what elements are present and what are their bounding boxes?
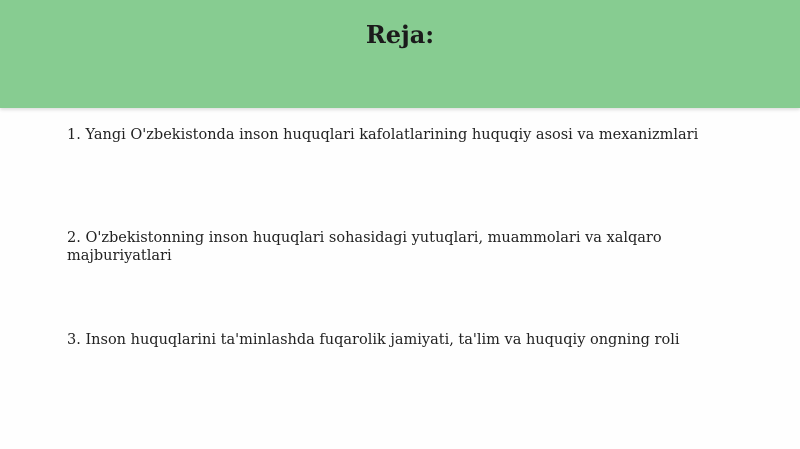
slide-title: Reja: bbox=[365, 20, 435, 49]
header-band bbox=[0, 0, 800, 108]
plan-item-1: 1. Yangi O'zbekistonda inson huquqlari kafolatlarining huquqiy asosi va mexanizmlari bbox=[67, 127, 699, 143]
plan-item-3: 3. Inson huquqlarini ta'minlashda fuqarolik jamiyati, ta'lim va huquqiy ongning roli bbox=[67, 332, 680, 348]
plan-item-2: 2. O'zbekistonning inson huquqlari sohasidagi yutuqlari, muammolari va xalqaro majburiyatlari bbox=[67, 230, 662, 264]
